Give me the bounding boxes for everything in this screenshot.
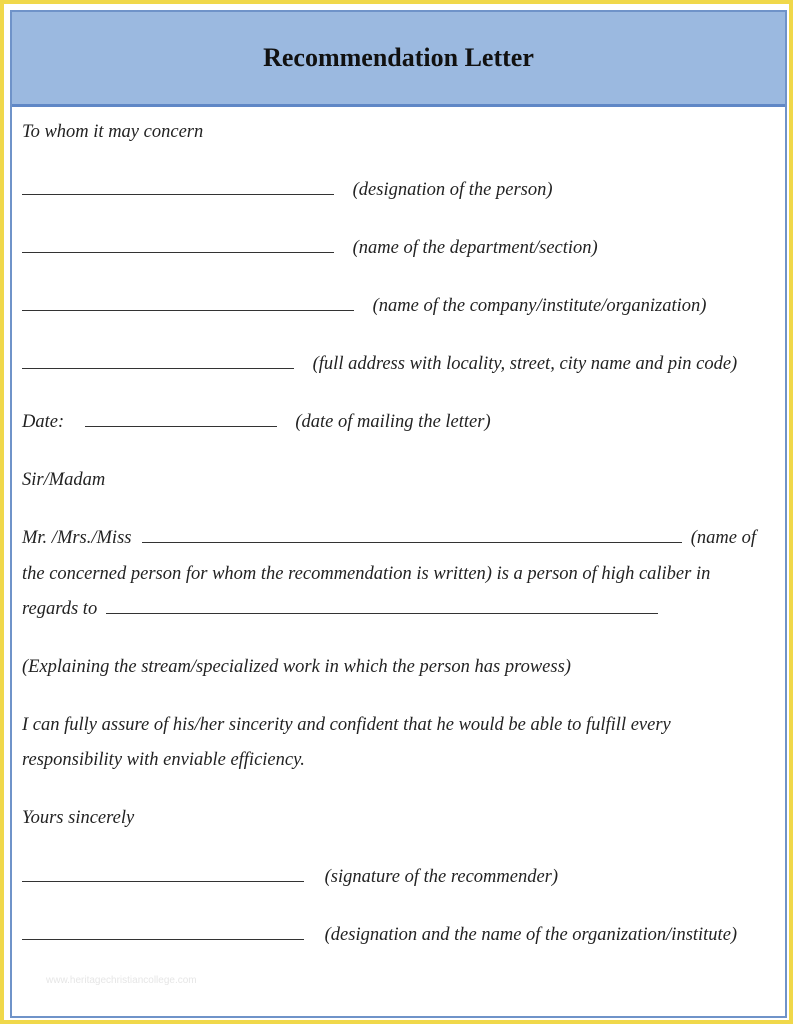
- signature-blank[interactable]: [22, 865, 304, 882]
- company-row: [22, 294, 706, 318]
- signature-hint: (signature of the recommender): [324, 867, 559, 887]
- name-hint-start: (name of: [690, 528, 756, 548]
- title-bar: [12, 12, 785, 107]
- department-row: [22, 236, 598, 260]
- company-blank[interactable]: [22, 294, 354, 311]
- department-hint: (name of the department/section): [352, 238, 598, 258]
- designation-org-row: [22, 923, 737, 947]
- date-row: [22, 410, 491, 434]
- designation-org-hint: (designation and the name of the organization/institute): [324, 925, 738, 945]
- explain-line: (Explaining the stream/specialized work in which the person has prowess): [22, 657, 571, 677]
- designation-row: [22, 178, 553, 202]
- designation-hint: (designation of the person): [352, 180, 553, 200]
- opening-line: To whom it may concern: [22, 122, 204, 142]
- greeting: Sir/Madam: [22, 470, 106, 490]
- closing: Yours sincerely: [22, 808, 135, 828]
- body-line-1: [22, 526, 756, 550]
- regards-to-label: regards to: [22, 599, 98, 619]
- regards-blank[interactable]: [106, 597, 658, 614]
- page-title: Recommendation Letter: [263, 43, 534, 72]
- assure-line-2: responsibility with enviable efficiency.: [22, 750, 305, 770]
- company-hint: (name of the company/institute/organization): [372, 296, 707, 316]
- body-line-2: the concerned person for whom the recommendation is written) is a person of high caliber in: [22, 564, 711, 584]
- designation-org-blank[interactable]: [22, 923, 304, 940]
- designation-blank[interactable]: [22, 178, 334, 195]
- letter-frame: [10, 10, 787, 1018]
- address-blank[interactable]: [22, 352, 294, 369]
- date-hint: (date of mailing the letter): [295, 412, 491, 432]
- person-name-blank[interactable]: [142, 526, 682, 543]
- body-line-3: [22, 597, 658, 621]
- date-blank[interactable]: [85, 410, 277, 427]
- signature-row: [22, 865, 558, 889]
- address-hint: (full address with locality, street, city name and pin code): [312, 354, 738, 374]
- date-label: Date:: [22, 412, 65, 432]
- address-row: [22, 352, 737, 376]
- assure-line-1: I can fully assure of his/her sincerity and confident that he would be able to fulfill every: [22, 715, 671, 735]
- department-blank[interactable]: [22, 236, 334, 253]
- title-prefix: Mr. /Mrs./Miss: [22, 528, 132, 548]
- watermark: www.heritagechristiancollege.com: [46, 975, 197, 986]
